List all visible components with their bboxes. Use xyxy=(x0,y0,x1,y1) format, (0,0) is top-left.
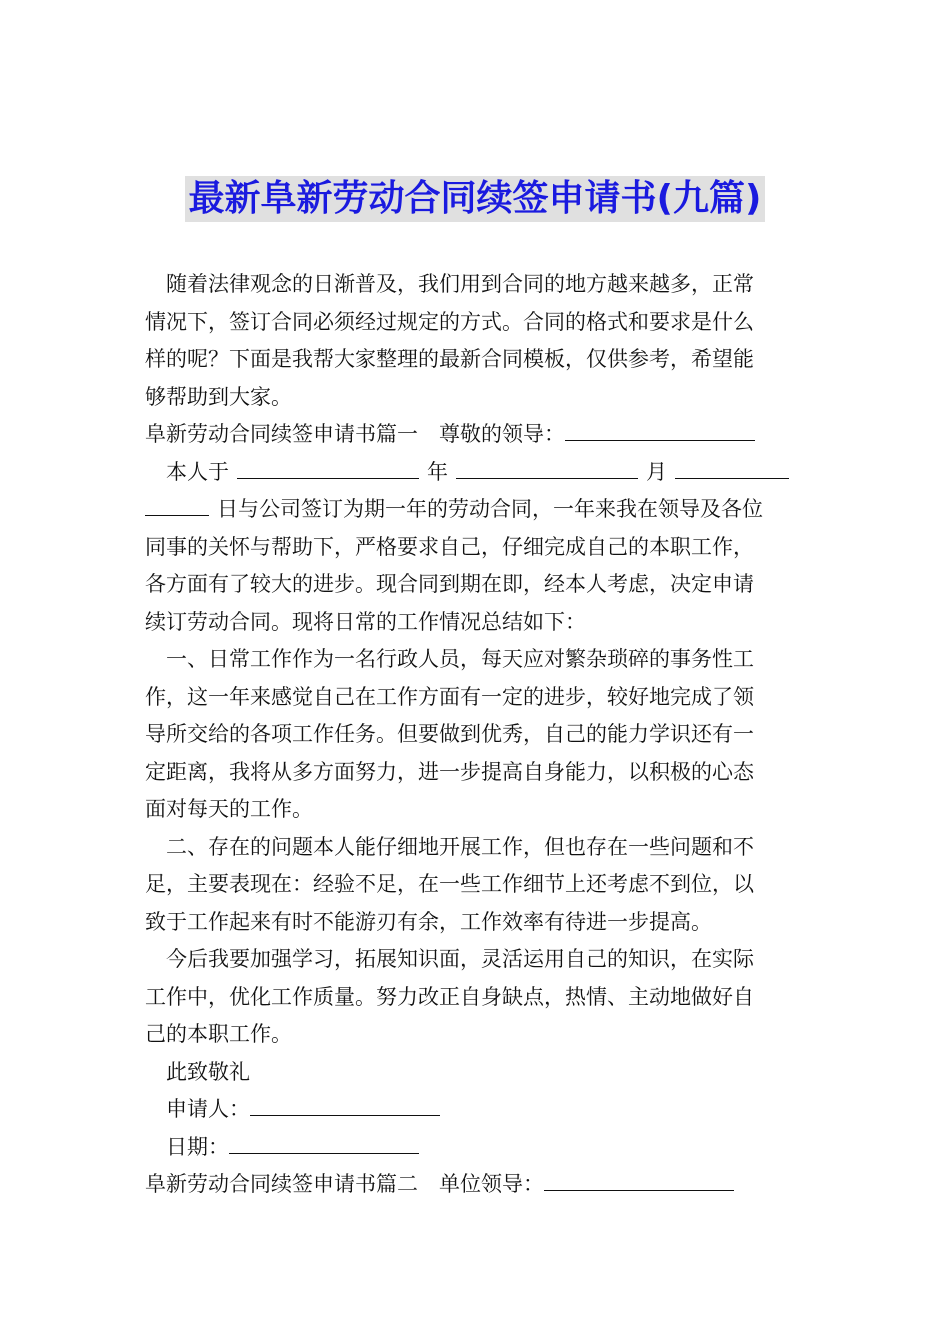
intro-line: 样的呢？下面是我帮大家整理的最新合同模板，仅供参考，希望能 xyxy=(145,347,754,371)
day-blank-part1 xyxy=(675,454,789,479)
article2-salutation: 单位领导： xyxy=(439,1172,544,1196)
document-body xyxy=(145,266,810,1204)
month-label: 月 xyxy=(646,459,667,484)
year-label: 年 xyxy=(427,459,448,484)
section2-line: 致于工作起来有时不能游刃有余，工作效率有待进一步提高。 xyxy=(145,909,712,934)
section1-line: 面对每天的工作。 xyxy=(145,797,313,821)
signature-date-blank xyxy=(229,1129,419,1154)
date-line xyxy=(145,454,810,492)
applicant-blank xyxy=(250,1091,440,1116)
article1-heading-line xyxy=(145,416,810,454)
body-line: 同事的关怀与帮助下，严格要求自己，仔细完成自己的本职工作， xyxy=(145,534,754,559)
date-prefix: 本人于 xyxy=(166,459,229,484)
section2-line: 二、存在的问题本人能仔细地开展工作，但也存在一些问题和不 xyxy=(166,834,754,859)
body-line: 续订劳动合同。现将日常的工作情况总结如下： xyxy=(145,609,586,634)
article2-heading: 阜新劳动合同续签申请书篇二 xyxy=(145,1172,418,1196)
article2-salutation-blank xyxy=(544,1166,734,1191)
signature-date-label: 日期： xyxy=(166,1134,229,1159)
intro-line: 情况下，签订合同必须经过规定的方式。合同的格式和要求是什么 xyxy=(145,309,754,334)
day-blank-part2 xyxy=(145,491,209,516)
month-blank xyxy=(456,454,638,479)
title-wrap xyxy=(0,176,950,222)
section1-line: 导所交给的各项工作任务。但要做到优秀，自己的能力学识还有一 xyxy=(145,722,754,746)
intro-line: 够帮助到大家。 xyxy=(145,384,292,409)
signature-date-line xyxy=(145,1129,810,1167)
applicant-label: 申请人： xyxy=(166,1097,250,1121)
page-title: 最新阜新劳动合同续签申请书(九篇) xyxy=(185,176,766,222)
section3-line: 己的本职工作。 xyxy=(145,1022,292,1046)
salutation-blank xyxy=(565,416,755,441)
section1-line: 一、日常工作作为一名行政人员，每天应对繁杂琐碎的事务性工 xyxy=(166,647,754,671)
section2-line: 足，主要表现在：经验不足，在一些工作细节上还考虑不到位，以 xyxy=(145,872,754,896)
year-blank xyxy=(237,454,419,479)
applicant-line xyxy=(145,1091,810,1129)
intro-line: 随着法律观念的日渐普及，我们用到合同的地方越来越多，正常 xyxy=(166,272,754,296)
article1-salutation: 尊敬的领导： xyxy=(439,422,565,446)
section3-line: 今后我要加强学习，拓展知识面，灵活运用自己的知识，在实际 xyxy=(166,947,754,971)
article2-heading-line xyxy=(145,1166,810,1204)
body-text: 日与公司签订为期一年的劳动合同，一年来我在领导及各位 xyxy=(217,497,763,521)
section1-line: 作，这一年来感觉自己在工作方面有一定的进步，较好地完成了领 xyxy=(145,684,754,709)
body-line: 各方面有了较大的进步。现合同到期在即，经本人考虑，决定申请 xyxy=(145,572,754,596)
section3-line: 工作中，优化工作质量。努力改正自身缺点，热情、主动地做好自 xyxy=(145,984,754,1009)
body-line xyxy=(145,491,810,529)
closing: 此致敬礼 xyxy=(166,1059,250,1084)
article1-heading: 阜新劳动合同续签申请书篇一 xyxy=(145,422,418,446)
section1-line: 定距离，我将从多方面努力，进一步提高自身能力，以积极的心态 xyxy=(145,759,754,784)
